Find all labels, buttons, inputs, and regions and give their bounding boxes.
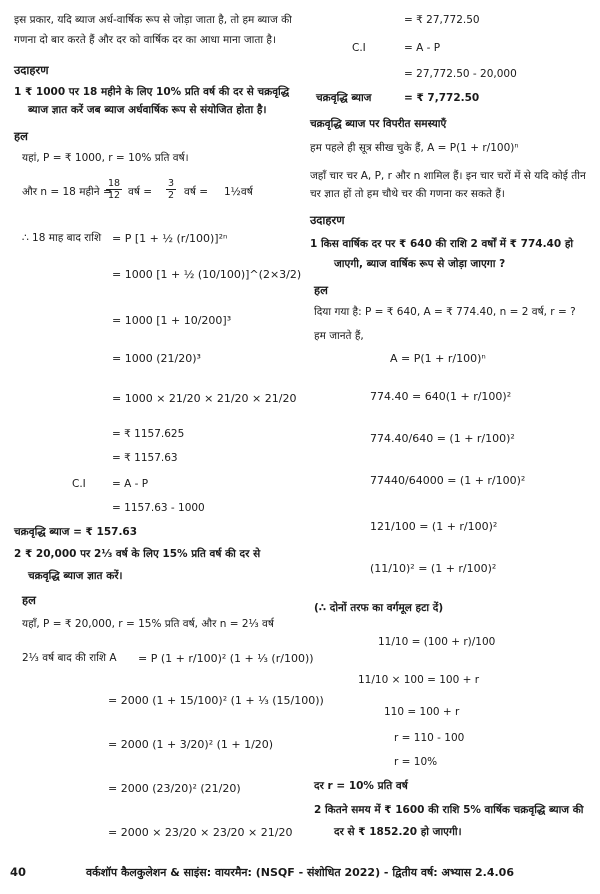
footer-text: वर्कशॉप कैलकुलेशन & साइंस: वायरमैन: (NSQF - संशोधित 2022) - द्वितीय वर्ष: अभ्यास 2.4.06: [86, 866, 514, 879]
solve-step-5: 121/100 = (1 + r/100)²: [370, 520, 498, 533]
equation-step-2: = 1000 [1 + ½ (10/100)]^(2×3/2): [112, 268, 302, 281]
amount2-label: 2⅓ वर्ष बाद की राशि A: [22, 652, 117, 664]
equation-step-7: = ₹ 1157.63: [112, 452, 178, 464]
equation2-step-5: = 2000 × 23/20 × 23/20 × 21/20: [108, 826, 293, 839]
right-ci-equation-1: = A - P: [404, 42, 441, 54]
equation-step-5: = 1000 × 21/20 × 21/20 × 21/20: [112, 392, 297, 405]
right-ci-result-value: = ₹ 7,772.50: [404, 92, 480, 104]
page-number: 40: [10, 865, 27, 879]
solve-step-3: 774.40/640 = (1 + r/100)²: [370, 432, 515, 445]
right-ci-label: C.I: [352, 42, 366, 54]
inverse-line-2: जहाँ चार चर A, P, r और n शामिल हैं। इन चार चरों में से यदि कोई तीन: [310, 170, 586, 182]
inverse-line-3: चर ज्ञात हों तो हम चौथे चर की गणना कर सकते हैं।: [310, 188, 505, 200]
solve-step-4: 77440/64000 = (1 + r/100)²: [370, 474, 526, 487]
amount-label: ∴ 18 माह बाद राशि: [22, 232, 102, 244]
solve-step-7: 11/10 = (100 + r)/100: [378, 636, 496, 648]
inverse-line-1: हम पहले ही सूत्र सीख चुके हैं, A = P(1 + r/100)ⁿ: [310, 142, 519, 154]
example2-question-line-1: 2 ₹ 20,000 पर 2⅓ वर्ष के लिए 15% प्रति वर्ष की दर से: [14, 548, 261, 560]
solve-step-10: r = 110 - 100: [394, 732, 465, 744]
right-result-1: = ₹ 27,772.50: [404, 14, 480, 26]
equation-step-6: = ₹ 1157.625: [112, 428, 185, 440]
example1-question-line-1: 1 ₹ 1000 पर 18 महीने के लिए 10% प्रति वर्ष की दर से चक्रवृद्धि: [14, 86, 290, 98]
intro-line-1: इस प्रकार, यदि ब्याज अर्ध-वार्षिक रूप से जोड़ा जाता है, तो हम ब्याज की: [14, 14, 292, 26]
right-given-values: दिया गया है: P = ₹ 640, A = ₹ 774.40, n = 2 वर्ष, r = ?: [314, 306, 576, 318]
ci-result: चक्रवृद्धि ब्याज = ₹ 157.63: [14, 526, 138, 538]
right-ci-result-label: चक्रवृद्धि ब्याज: [316, 92, 372, 104]
example2-question-line-2: चक्रवृद्धि ब्याज ज्ञात करें।: [28, 570, 123, 582]
equation-step-3: = 1000 [1 + 10/200]³: [112, 314, 232, 327]
we-know-label: हम जानते हैं,: [314, 330, 364, 342]
inverse-problems-heading: चक्रवृद्धि ब्याज पर विपरीत समस्याएँ: [310, 118, 447, 130]
fraction-18-12: $\frac{18}{12}$: [108, 178, 121, 201]
right-example2-line-2: दर से ₹ 1852.20 हो जाएगी।: [334, 826, 462, 838]
square-root-note: (∴ दोनों तरफ का वर्गमूल हटा दें): [314, 602, 444, 614]
ci-equation-1: = A - P: [112, 478, 149, 490]
solve-step-6: (11/10)² = (1 + r/100)²: [370, 562, 497, 575]
ci-equation-2: = 1157.63 - 1000: [112, 502, 205, 514]
ci-label: C.I: [72, 478, 86, 490]
example1-question-line-2: ब्याज ज्ञात करें जब ब्याज अर्धवार्षिक रूप से संयोजित होता है।: [28, 104, 267, 116]
equation-step-1: = P [1 + ½ (r/100)]²ⁿ: [112, 232, 228, 245]
given-values: यहां, P = ₹ 1000, r = 10% प्रति वर्ष।: [22, 152, 189, 164]
example-heading: उदाहरण: [14, 63, 49, 77]
n-equation-mid: वर्ष =: [128, 186, 153, 198]
right-example-heading: उदाहरण: [310, 213, 345, 227]
solve-step-2: 774.40 = 640(1 + r/100)²: [370, 390, 512, 403]
solve-step-8: 11/10 × 100 = 100 + r: [358, 674, 480, 686]
n-equation-label: और n = 18 महीने =: [22, 186, 112, 198]
equation2-step-4: = 2000 (23/20)² (21/20): [108, 782, 241, 795]
given2-values: यहाँ, P = ₹ 20,000, r = 15% प्रति वर्ष, और n = 2⅓ वर्ष: [22, 618, 274, 630]
solve-step-9: 110 = 100 + r: [384, 706, 460, 718]
solution-heading: हल: [14, 129, 28, 143]
equation2-step-3: = 2000 (1 + 3/20)² (1 + 1/20): [108, 738, 274, 751]
solve-step-11: r = 10%: [394, 756, 438, 768]
right-example1-line-1: 1 किस वार्षिक दर पर ₹ 640 की राशि 2 वर्षों में ₹ 774.40 हो: [310, 238, 574, 250]
right-solution-heading: हल: [314, 283, 328, 297]
solution2-heading: हल: [22, 593, 36, 607]
intro-line-2: गणना दो बार करते हैं और दर को वार्षिक दर का आधा माना जाता है।: [14, 34, 276, 46]
n-mixed-number: 1½वर्ष: [224, 186, 253, 198]
fraction-3-2: $\frac{3}{2}$: [168, 178, 175, 201]
solve-step-1: A = P(1 + r/100)ⁿ: [390, 352, 486, 365]
equation2-step-1: = P (1 + r/100)² (1 + ⅓ (r/100)): [138, 652, 314, 665]
right-example1-line-2: जाएगी, ब्याज वार्षिक रूप से जोड़ा जाएगा ?: [334, 258, 506, 270]
equation2-step-2: = 2000 (1 + 15/100)² (1 + ⅓ (15/100)): [108, 694, 324, 707]
rate-result: दर r = 10% प्रति वर्ष: [314, 780, 408, 792]
equation-step-4: = 1000 (21/20)³: [112, 352, 201, 365]
right-example2-line-1: 2 कितने समय में ₹ 1600 की राशि 5% वार्षिक चक्रवृद्धि ब्याज की: [314, 804, 584, 816]
right-ci-equation-2: = 27,772.50 - 20,000: [404, 68, 517, 80]
n-equation-end: वर्ष =: [184, 186, 209, 198]
